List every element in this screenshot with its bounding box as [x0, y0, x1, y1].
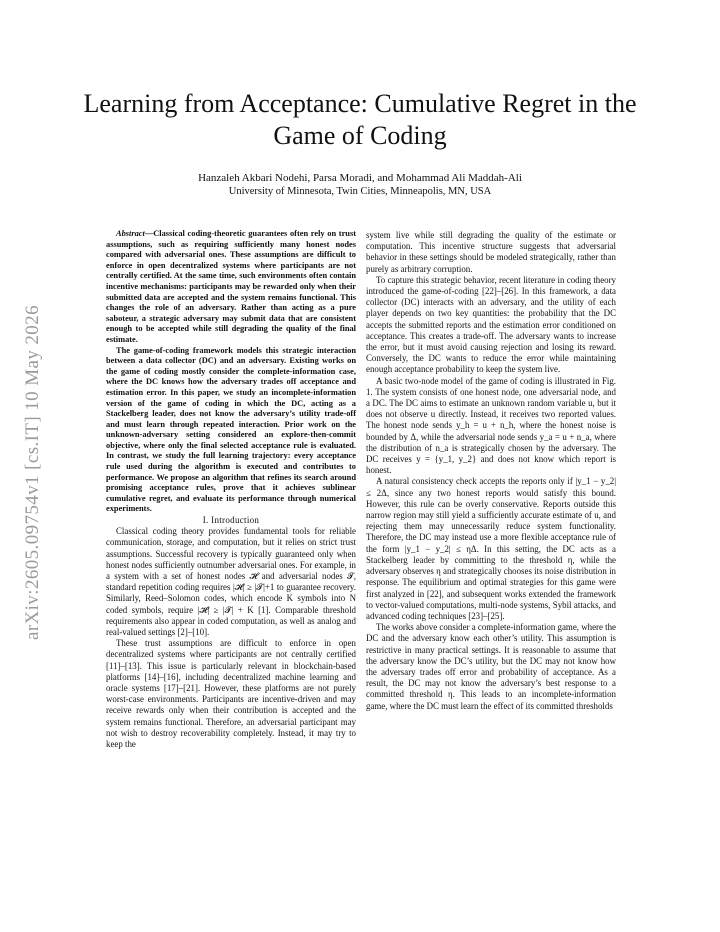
left-column — [106, 229, 356, 750]
intro-paragraph-3: system live while still degrading the quality of the estimate or computation. This incentive structure suggests that adversarial behavior in these settings should be modeled strategically, rather than purely as arbitrary corruption. — [366, 230, 616, 274]
intro-paragraph-4: To capture this strategic behavior, recent literature in coding theory introduced the game-of-coding [22]–[26]. In this framework, a data collector (DC) interacts with an adversary, and the utility of each player depends on two key quantities: the probability that the DC accepts the submitted reports and the estimation error conditioned on acceptance. This creates a trade-off. The adversary wants to increase the error, but it must avoid causing rejection and losing its reward. Conversely, the DC wants to reduce the error while maintaining enough acceptance probability to keep the system live. — [366, 274, 616, 375]
paper-title: Learning from Acceptance: Cumulative Regret in the Game of Coding — [83, 89, 637, 150]
intro-paragraph-1: Classical coding theory provides fundamental tools for reliable communication, storage, and computation, but it relies on strict trust assumptions. Successful recovery is typically guaranteed only when honest nodes sufficiently outnumber adversarial ones. For example, in a system with a set of honest nodes 𝓗 and adversarial nodes 𝓣, standard repetition coding requires |𝓗| ≥ |𝓣|+1 to guarantee recovery. Similarly, Reed–Solomon codes, which encode K symbols into N coded symbols, require |𝓗| ≥ |𝓣| + K [1]. Comparable threshold requirements also appear in coded computation, as well as analog and real-valued settings [2]–[10]. — [106, 526, 356, 638]
paper-authors: Hanzaleh Akbari Nodehi, Parsa Moradi, and Mohammad Ali Maddah-Ali — [198, 172, 522, 184]
intro-paragraph-6: A natural consistency check accepts the reports only if |y_1 − y_2| ≤ 2Δ, since any two honest reports would satisfy this bound. However, this rule can be overly conservative. Reports outside this narrow region may still yield a sufficiently accurate estimate of u, and rejecting them may unnecessarily reduce system functionality. Therefore, the DC may instead use a more flexible acceptance rule of the form |y_1 − y_2| ≤ ηΔ. In this setting, the DC acts as a Stackelberg leader by committing to the threshold η, while the adversary observes η and strategically chooses its noise distribution in response. The equilibrium and optimal strategies for this game were first analyzed in [22], and subsequent works extended the framework to vector-valued computations, multi-node systems, Sybil attacks, and advanced coding techniques [23]–[25]. — [366, 476, 616, 621]
abstract-paragraph-1: —Classical coding-theoretic guarantees often rely on trust assumptions, such as requiring sufficiently many honest nodes compared with adversarial ones. These assumptions are difficult to enforce in open decentralized systems where participants are not centrally certified. At the same time, such environments often contain incentive mechanisms: participants may be rewarded only when their submitted data are accepted and the system remains functional. This changes the role of an adversary. Rather than acting as a pure saboteur, a strategic adversary may submit data that are consistent enough to be accepted while still degrading the quality of the final estimate. — [106, 229, 356, 344]
paper-affiliation: University of Minnesota, Twin Cities, Minneapolis, MN, USA — [228, 186, 492, 197]
intro-paragraph-7: The works above consider a complete-information game, where the DC and the adversary know each other’s utility. This assumption is restrictive in many practical settings. It is reasonable to assume that the adversary know the DC’s utility, but the DC may not know how the adversary trades off error and probability of acceptance. As a result, the DC may not know the adversary’s best response to a committed threshold η. This leads to an incomplete-information game, where the DC must learn the effect of its committed thresholds — [366, 622, 616, 711]
abstract — [106, 229, 356, 515]
abstract-label: Abstract — [116, 229, 145, 238]
section-heading-introduction: I. Introduction — [202, 515, 260, 526]
right-column — [366, 230, 616, 712]
intro-paragraph-2: These trust assumptions are difficult to enforce in open decentralized systems where participants are not centrally certified [11]–[13]. This issue is particularly relevant in blockchain-based platforms [14]–[16], including decentralized machine learning and oracle systems [17]–[21]. However, these platforms are not purely worst-case environments. Participants are incentive-driven and may receive rewards only when their contribution is accepted and the system remains functional. Therefore, an adversarial participant may not wish to destroy recoverability completely. Instead, it may try to keep the — [106, 638, 356, 750]
intro-paragraph-5: A basic two-node model of the game of coding is illustrated in Fig. 1. The system consists of one honest node, one adversarial node, and a DC. The DC aims to estimate an unknown random variable u, but it does not observe u directly. Instead, it receives two reported values. The honest node sends y_h = u + n_h, where the honest noise is bounded by Δ, while the adversarial node sends y_a = u + n_a, where the distribution of n_a is strategically chosen by the adversary. The DC receives y = {y_1, y_2} and does not know which report is honest. — [366, 375, 616, 476]
arxiv-identifier: arXiv:2605.09754v1 [cs.IT] 10 May 2026 — [22, 305, 43, 640]
abstract-paragraph-2: The game-of-coding framework models this strategic interaction between a data collector (DC) and an adversary. Existing works on the game of coding mostly consider the complete-information case, where the DC knows how the adversary trades off acceptance and estimation error. In this paper, we study an incomplete-information version of the game of coding in which the DC, acting as a Stackelberg leader, does not know the adversary’s utility trade-off and must learn through repeated interaction. Prior work on the unknown-adversary setting considered an explore-then-commit objective, where only the final selected acceptance rule is evaluated. In contrast, we study the full learning trajectory: every acceptance rule used during the algorithm is executed and contributes to performance. We propose an algorithm that refines its search around promising acceptance rules, prove that it achieves sublinear cumulative regret, and evaluate its performance through numerical experiments. — [106, 345, 356, 514]
